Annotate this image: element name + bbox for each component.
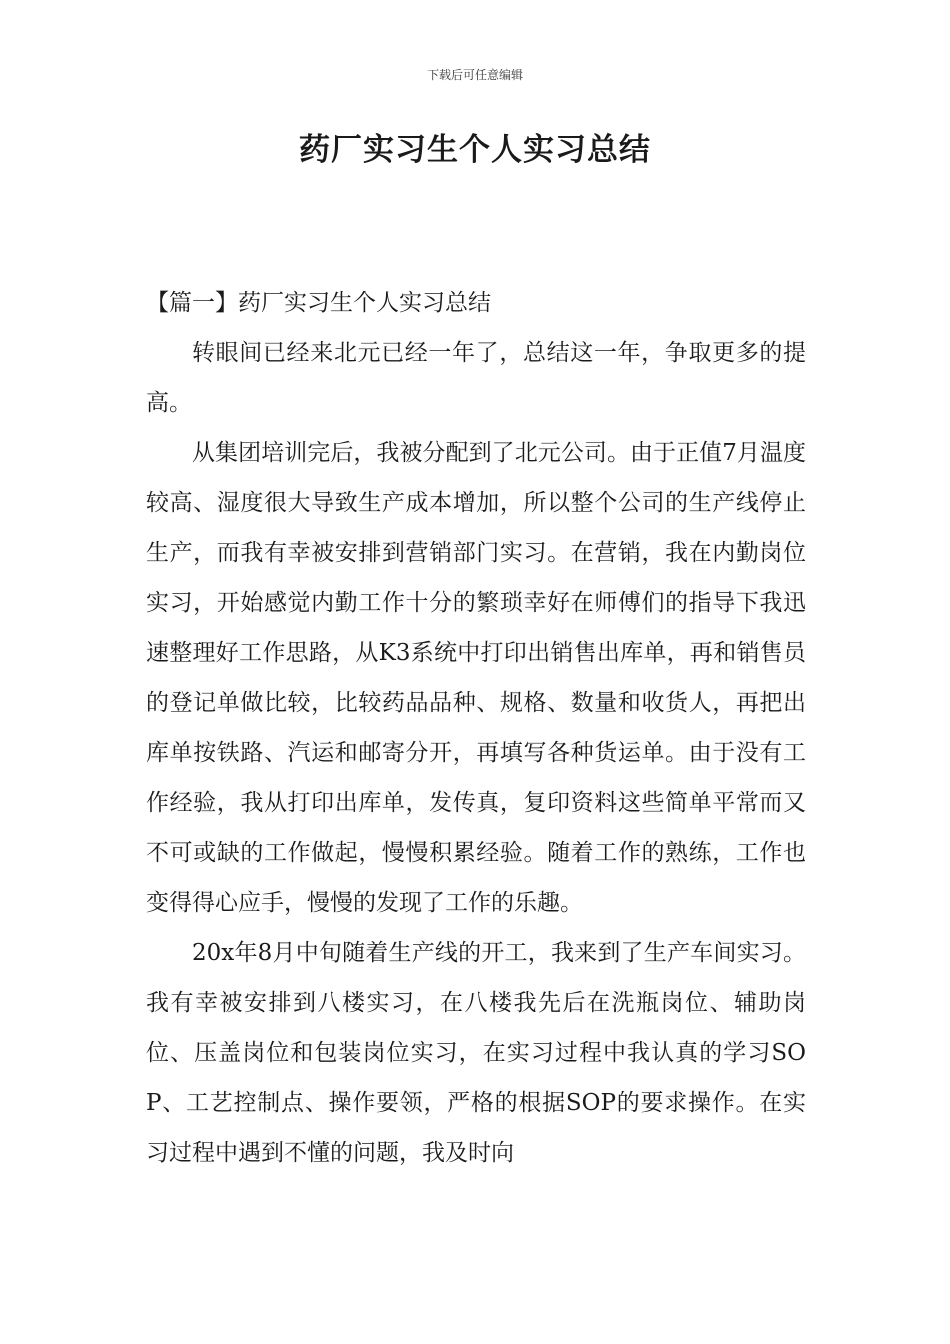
section-heading: 【篇一】药厂实习生个人实习总结 — [146, 290, 491, 316]
document-title: 药厂实习生个人实习总结 — [299, 132, 651, 168]
paragraph-3: 20x年8月中旬随着生产线的开工，我来到了生产车间实习。我有幸被安排到八楼实习，在八楼我先后在洗瓶岗位、辅助岗位、压盖岗位和包装岗位实习，在实习过程中我认真的学习SOP、工艺控制点、操作要领，严格的根据SOP的要求操作。在实习过程中遇到不懂的问题，我及时向 — [146, 940, 806, 1166]
document-body — [146, 278, 806, 1178]
paragraph-1: 转眼间已经来北元已经一年了，总结这一年，争取更多的提高。 — [146, 340, 806, 416]
header-note: 下载后可任意编辑 — [426, 68, 523, 82]
paragraph-2: 从集团培训完后，我被分配到了北元公司。由于正值7月温度较高、湿度很大导致生产成本增加，所以整个公司的生产线停止生产，而我有幸被安排到营销部门实习。在营销，我在内勤岗位实习，开始感觉内勤工作十分的繁琐幸好在师傅们的指导下我迅速整理好工作思路，从K3系统中打印出销售出库单，再和销售员的登记单做比较，比较药品品种、规格、数量和收货人，再把出库单按铁路、汽运和邮寄分开，再填写各种货运单。由于没有工作经验，我从打印出库单，发传真，复印资料这些简单平常而又不可或缺的工作做起，慢慢积累经验。随着工作的熟练，工作也变得得心应手，慢慢的发现了工作的乐趣。 — [146, 440, 806, 916]
